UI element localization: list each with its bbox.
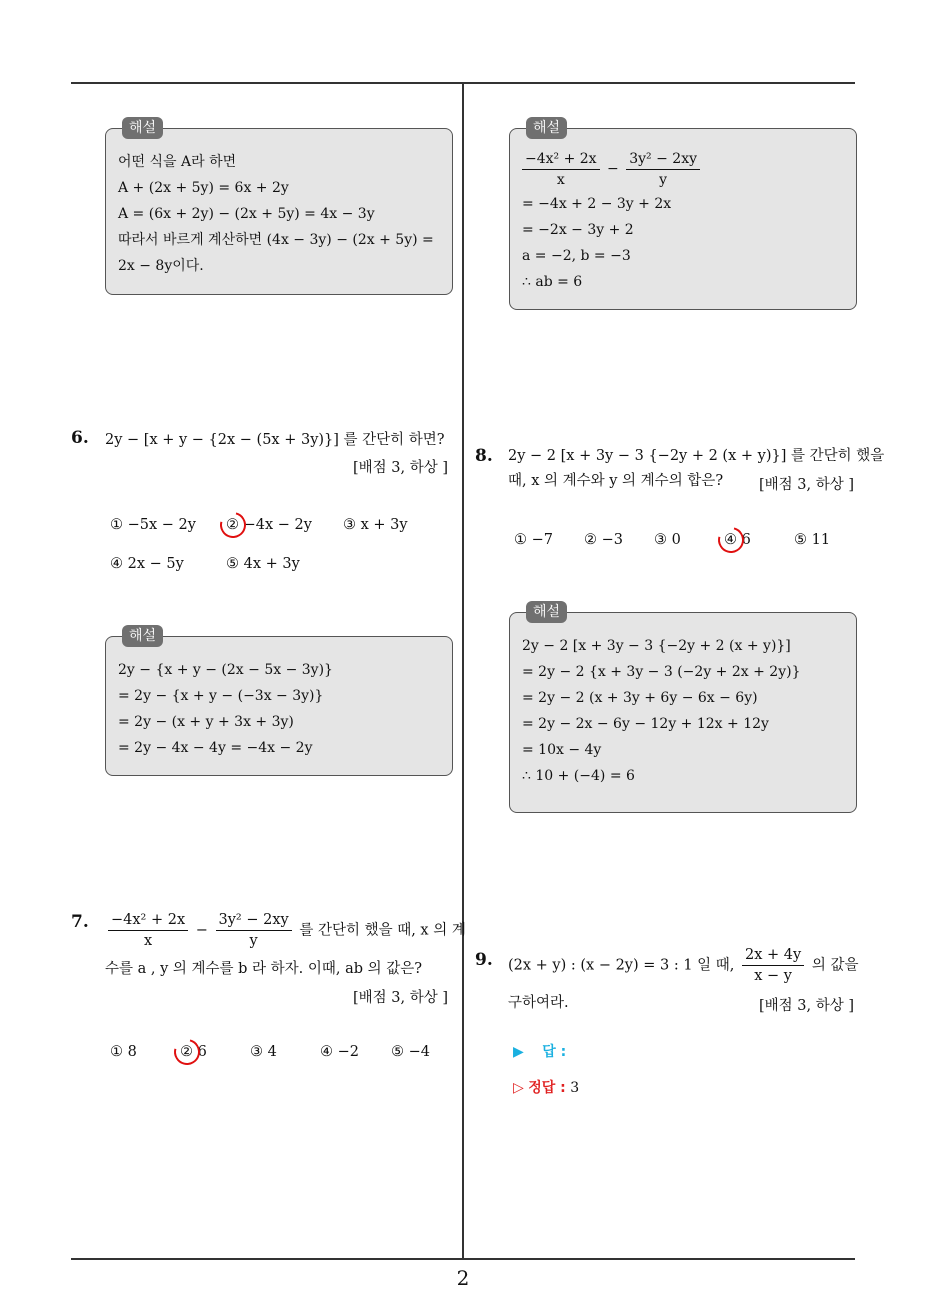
solution-line: A + (2x + 5y) = 6x + 2y [118,180,289,196]
choice-3[interactable]: ③ 4 [250,1044,277,1060]
correct-answer-label: 정답 : [528,1080,566,1096]
solution-line: = 2y − {x + y − (−3x − 3y)} [118,688,324,704]
answer-circle-mark [713,522,749,558]
choice-2[interactable]: ② −4x − 2y [226,517,312,533]
question-number-7: 7. [71,912,89,932]
question-number-9: 9. [475,950,493,970]
solution-line: = −4x + 2 − 3y + 2x [522,196,672,212]
fraction-numerator: 3y² − 2xy [626,149,700,170]
question-7-line2: 수를 a , y 의 계수를 b 라 하자. 이때, ab 의 값은? [105,961,423,977]
page-number: 2 [456,1266,470,1290]
solution-tag: 해설 [122,625,163,647]
minus-sign: − [195,922,208,939]
solution-line: 2y − {x + y − (2x − 5x − 3y)} [118,662,333,678]
fraction-numerator: 3y² − 2xy [216,910,292,931]
fraction-numerator: −4x² + 2x [522,149,600,170]
solution-line: = 2y − (x + y + 3x + 3y) [118,714,294,730]
answer-prompt [513,1041,566,1061]
solution-line: 2x − 8y이다. [118,258,204,274]
solution-line: 따라서 바르게 계산하면 (4x − 3y) − (2x + 5y) = [118,232,434,248]
fraction [216,910,292,951]
solution-box-q7 [509,120,857,310]
question-number-6: 6. [71,428,89,448]
solution-line: = 2y − 4x − 4y = −4x − 2y [118,740,313,756]
solution-line: A = (6x + 2y) − (2x + 5y) = 4x − 3y [118,206,375,222]
choice-3[interactable]: ③ x + 3y [343,517,408,533]
solution-line: = 2y − 2 {x + 3y − 3 (−2y + 2x + 2y)} [522,664,801,680]
answer-circle-mark [215,507,251,543]
solution-box-q5 [105,120,453,295]
choice-3[interactable]: ③ 0 [654,532,681,548]
solution-line: = 2y − 2 (x + 3y + 6y − 6x − 6y) [522,690,758,706]
column-divider [462,83,464,1259]
choice-4[interactable]: ④ −2 [320,1044,359,1060]
fraction-denominator: x − y [754,968,792,984]
question-8-line2: 때, x 의 계수와 y 의 계수의 합은? [508,473,724,489]
question-7-meta: [배점 3, 하상 ] [352,990,448,1006]
solution-tag: 해설 [526,601,567,623]
fraction-denominator: x [143,933,153,949]
choice-1[interactable]: ① −5x − 2y [110,517,196,533]
solution-line: ∴ 10 + (−4) = 6 [522,768,635,784]
question-7-text: 를 간단히 했을 때, x 의 계 [299,922,466,939]
outline-triangle-icon: ▷ [513,1080,524,1096]
fraction-denominator: x [556,171,565,188]
question-9-text: (2x + y) : (x − 2y) = 3 : 1 일 때, [508,957,735,974]
fraction [108,910,188,951]
choice-5[interactable]: ⑤ 4x + 3y [226,556,300,572]
choice-5[interactable]: ⑤ 11 [794,532,831,548]
choice-1[interactable]: ① −7 [514,532,553,548]
fraction [742,945,804,986]
solution-line: = 10x − 4y [522,742,602,758]
choice-5[interactable]: ⑤ −4 [391,1044,430,1060]
fraction-denominator: y [249,933,258,949]
fraction-numerator: 2x + 4y [742,945,804,966]
play-triangle-icon: ▶ [513,1044,524,1060]
choice-2[interactable]: ② −3 [584,532,623,548]
question-9-text-after: 의 값을 [811,957,859,974]
choice-4[interactable]: ④ 6 [724,532,751,548]
solution-line: 어떤 식을 A라 하면 [118,154,237,170]
correct-answer-value: 3 [570,1080,580,1096]
minus-sign: − [607,161,619,177]
choice-2[interactable]: ② 6 [180,1044,207,1060]
question-9-line1 [508,945,858,986]
question-8-meta: [배점 3, 하상 ] [758,477,854,493]
question-8-line1: 2y − 2 [x + 3y − 3 {−2y + 2 (x + y)}] 를 간단히 했을 [508,448,885,464]
correct-answer [513,1077,579,1097]
solution-tag: 해설 [526,117,567,139]
choice-4[interactable]: ④ 2x − 5y [110,556,184,572]
question-9-line2: 구하여라. [508,995,569,1011]
fraction [522,149,600,190]
solution-line: 2y − 2 [x + 3y − 3 {−2y + 2 (x + y)}] [522,638,791,654]
solution-line: = −2x − 3y + 2 [522,222,634,238]
question-7-line1 [105,910,466,951]
solution-box-q6 [105,628,453,776]
question-6-meta: [배점 3, 하상 ] [352,460,448,476]
answer-circle-mark [169,1034,205,1070]
fraction-denominator: y [659,171,668,188]
solution-line: a = −2, b = −3 [522,248,631,264]
question-6-text: 2y − [x + y − {2x − (5x + 3y)}] 를 간단히 하면? [105,432,445,448]
question-number-8: 8. [475,446,493,466]
question-9-meta: [배점 3, 하상 ] [758,998,854,1014]
solution-box-q8 [509,604,857,813]
solution-tag: 해설 [122,117,163,139]
fraction [626,149,700,190]
solution-line: = 2y − 2x − 6y − 12y + 12x + 12y [522,716,769,732]
solution-line: ∴ ab = 6 [522,274,583,290]
fraction-numerator: −4x² + 2x [108,910,188,931]
solution-line [522,147,844,191]
choice-1[interactable]: ① 8 [110,1044,137,1060]
answer-prompt-label: 답 : [542,1044,567,1060]
